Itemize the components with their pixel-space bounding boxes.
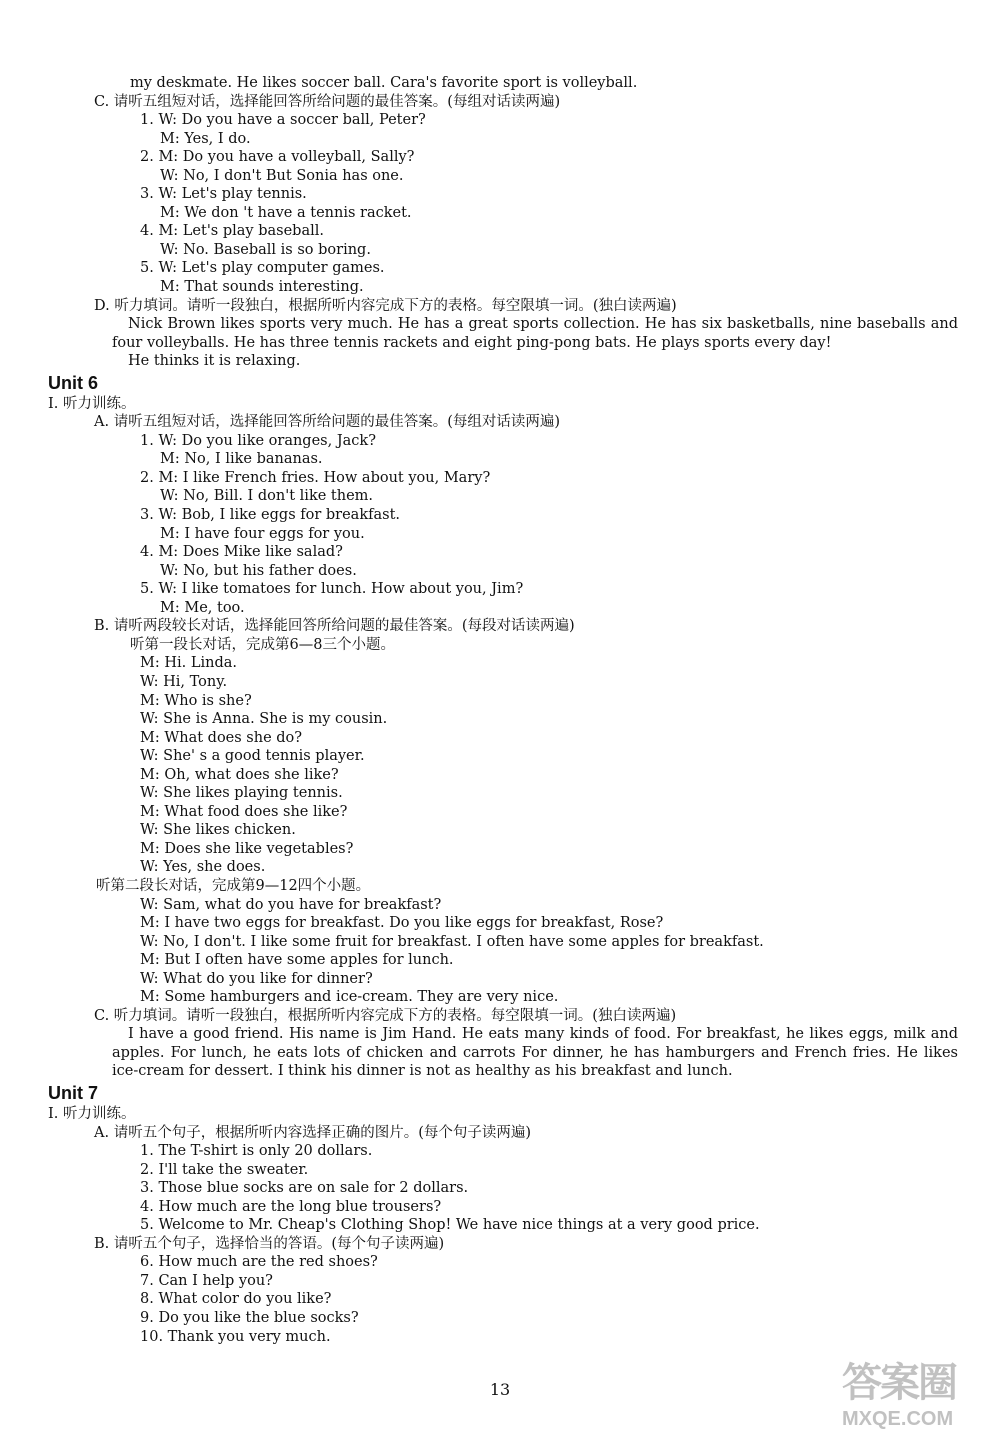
text-line: 6. How much are the red shoes? bbox=[140, 1254, 378, 1271]
text-line: W: She' s a good tennis player. bbox=[140, 748, 365, 765]
text-line: M: I have four eggs for you. bbox=[160, 525, 365, 542]
text-line: 7. Can I help you? bbox=[140, 1272, 273, 1289]
text-line: M: I have two eggs for breakfast. Do you like eggs for breakfast, Rose? bbox=[140, 915, 664, 932]
watermark-top: 答案圈 bbox=[842, 1360, 956, 1406]
text-line: 2. M: I like French fries. How about you, Mary? bbox=[140, 469, 491, 486]
text-line: W: She likes playing tennis. bbox=[140, 785, 343, 802]
text-line: M: Yes, I do. bbox=[160, 130, 251, 147]
text-line: M: That sounds interesting. bbox=[160, 279, 364, 296]
text-line: 2. M: Do you have a volleyball, Sally? bbox=[140, 149, 415, 166]
unit6-title: Unit 6 bbox=[48, 372, 99, 393]
text-line: 3. Those blue socks are on sale for 2 dollars. bbox=[140, 1180, 469, 1197]
watermark-bottom: MXQE.COM bbox=[842, 1408, 954, 1430]
text-line: M: Oh, what does she like? bbox=[140, 766, 339, 783]
text-line: 8. What color do you like? bbox=[140, 1291, 332, 1308]
unit6-monologue: I have a good friend. His name is Jim Hand. He eats many kinds of food. For breakfast, he likes eggs, milk and apples. For lunch, he eats lots of chicken and carrots For dinner, he has hamburgers and French fries. He likes ice-cream for dessert. I think his dinner is not as healthy as his breakfast and lunch. bbox=[112, 1026, 958, 1080]
text-line: W: No, Bill. I don't like them. bbox=[160, 488, 374, 505]
watermark-logo bbox=[842, 1351, 992, 1431]
monologue-d: Nick Brown likes sports very much. He has a great sports collection. He has six basketballs, nine baseballs and four volleyballs. He has three tennis rackets and eight ping-pong bats. He plays sports every day! bbox=[112, 316, 958, 351]
text-line: 4. M: Let's play baseball. bbox=[140, 223, 324, 240]
text-line: A. 请听五组短对话，选择能回答所给问题的最佳答案。(每组对话读两遍) bbox=[94, 414, 561, 431]
text-line: D. 听力填词。请听一段独白，根据所听内容完成下方的表格。每空限填一词。(独白读两遍) bbox=[94, 297, 677, 314]
text-line: M: Me, too. bbox=[160, 599, 245, 616]
text-line: M: What food does she like? bbox=[140, 803, 348, 820]
text-line: 4. How much are the long blue trousers? bbox=[140, 1198, 442, 1215]
text-line: my deskmate. He likes soccer ball. Cara's favorite sport is volleyball. bbox=[130, 75, 638, 91]
text-line: A. 请听五个句子，根据所听内容选择正确的图片。(每个句子读两遍) bbox=[94, 1124, 532, 1141]
text-line: C. 听力填词。请听一段独白，根据所听内容完成下方的表格。每空限填一词。(独白读两遍) bbox=[94, 1007, 677, 1024]
text-line: C. 请听五组短对话，选择能回答所给问题的最佳答案。(每组对话读两遍) bbox=[94, 93, 561, 110]
text-line: W: She likes chicken. bbox=[140, 822, 296, 839]
text-line: W: She is Anna. She is my cousin. bbox=[140, 711, 388, 728]
text-line: M: No, I like bananas. bbox=[160, 451, 323, 468]
text-line: 1. W: Do you like oranges, Jack? bbox=[140, 432, 376, 449]
text-line: B. 请听五个句子，选择恰当的答语。(每个句子读两遍) bbox=[94, 1235, 445, 1252]
text-line: 1. W: Do you have a soccer ball, Peter? bbox=[140, 112, 426, 129]
page-number: 13 bbox=[489, 1380, 511, 1399]
text-line: 5. Welcome to Mr. Cheap's Clothing Shop! We have nice things at a very good price. bbox=[140, 1217, 760, 1234]
text-line: 听第一段长对话，完成第6—8三个小题。 bbox=[130, 636, 395, 653]
text-line: M: Does she like vegetables? bbox=[140, 840, 354, 857]
text-line: W: What do you like for dinner? bbox=[140, 970, 373, 987]
text-line: Ⅰ. 听力训练。 bbox=[48, 1105, 136, 1122]
text-line: M: Hi. Linda. bbox=[140, 655, 237, 672]
text-line: W: No. Baseball is so boring. bbox=[160, 241, 371, 258]
unit6-section bbox=[48, 395, 958, 1026]
text-line: M: Who is she? bbox=[140, 692, 252, 709]
text-line: W: Hi, Tony. bbox=[140, 673, 228, 690]
unit7-title: Unit 7 bbox=[48, 1082, 99, 1103]
monologue-d-end: He thinks it is relaxing. bbox=[128, 353, 301, 370]
text-line: B. 请听两段较长对话，选择能回答所给问题的最佳答案。(每段对话读两遍) bbox=[94, 618, 575, 635]
text-line: W: No, I don't But Sonia has one. bbox=[160, 167, 404, 184]
text-line: 3. W: Bob, I like eggs for breakfast. bbox=[140, 507, 401, 524]
page-content bbox=[48, 74, 958, 1346]
text-line: Ⅰ. 听力训练。 bbox=[48, 395, 136, 412]
text-line: 5. W: I like tomatoes for lunch. How about you, Jim? bbox=[140, 581, 524, 598]
top-section bbox=[48, 74, 958, 315]
text-line: W: Yes, she does. bbox=[140, 859, 266, 876]
text-line: W: No, I don't. I like some fruit for breakfast. I often have some apples for breakfast. bbox=[140, 933, 764, 950]
text-line: M: But I often have some apples for lunch. bbox=[140, 952, 454, 969]
text-line: 1. The T-shirt is only 20 dollars. bbox=[140, 1143, 373, 1160]
unit7-section bbox=[48, 1105, 958, 1346]
text-line: 听第二段长对话，完成第9—12四个小题。 bbox=[96, 877, 371, 894]
text-line: 4. M: Does Mike like salad? bbox=[140, 544, 343, 561]
text-line: 3. W: Let's play tennis. bbox=[140, 186, 307, 203]
text-line: W: Sam, what do you have for breakfast? bbox=[140, 896, 442, 913]
text-line: M: Some hamburgers and ice-cream. They are very nice. bbox=[140, 989, 559, 1006]
text-line: 2. I'll take the sweater. bbox=[140, 1161, 309, 1178]
text-line: M: We don 't have a tennis racket. bbox=[160, 204, 412, 221]
text-line: 9. Do you like the blue socks? bbox=[140, 1310, 359, 1326]
text-line: 10. Thank you very much. bbox=[140, 1328, 331, 1345]
text-line: M: What does she do? bbox=[140, 729, 303, 746]
text-line: 5. W: Let's play computer games. bbox=[140, 260, 385, 277]
text-line: W: No, but his father does. bbox=[160, 562, 357, 579]
